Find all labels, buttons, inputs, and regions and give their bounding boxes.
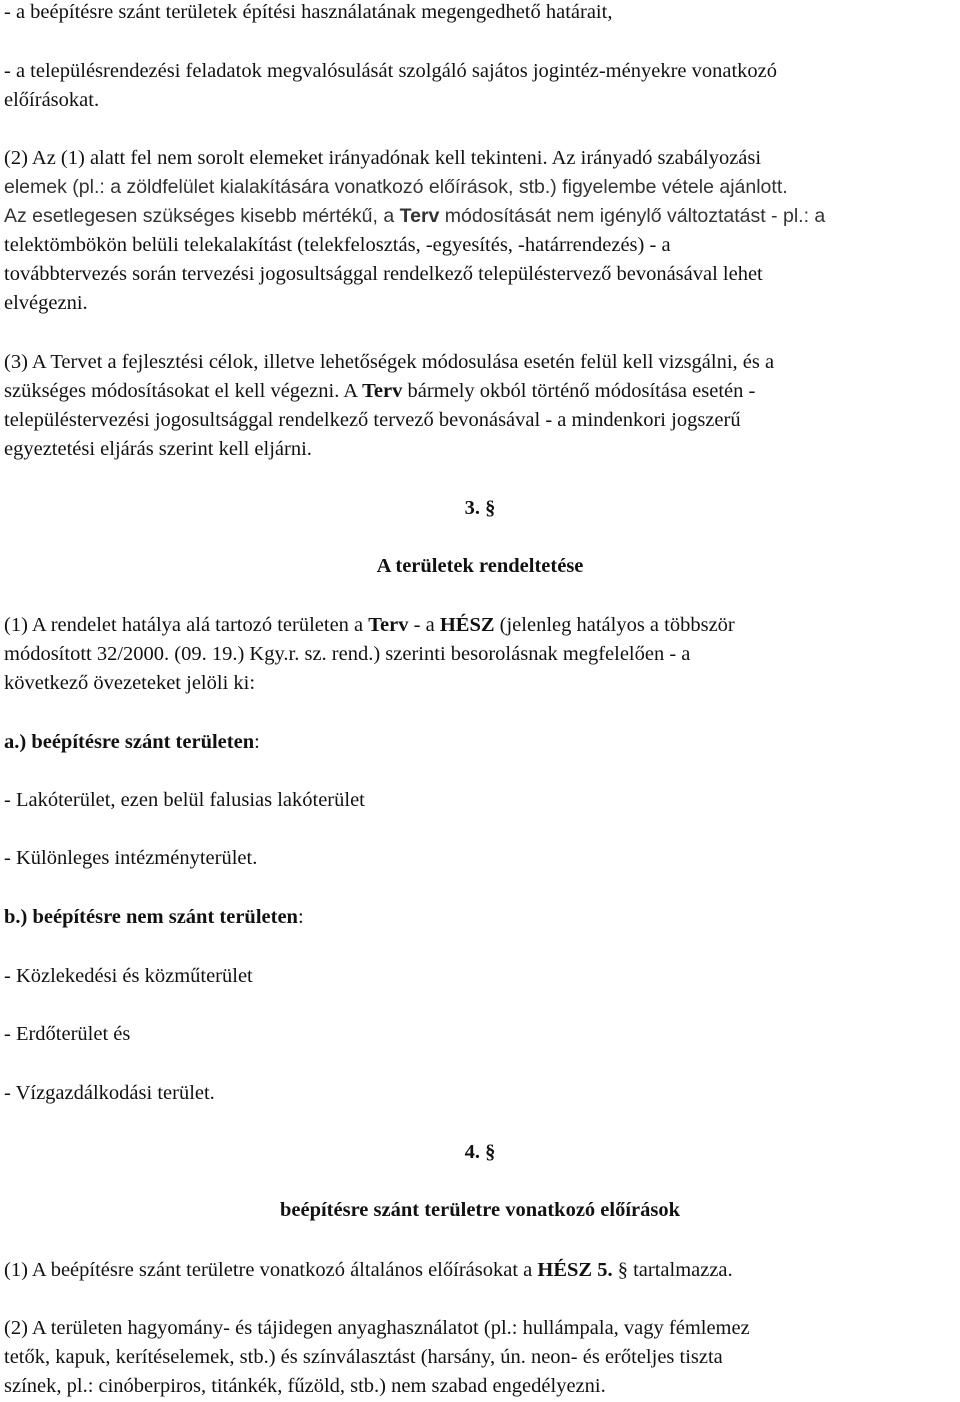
text-run: : bbox=[297, 906, 304, 928]
text-run: § tartalmazza. bbox=[612, 1259, 733, 1281]
text-run: (1) A beépítésre szánt területre vonatkozó általános előírásokat a bbox=[4, 1259, 538, 1281]
paragraph-line bbox=[4, 1256, 733, 1285]
paragraph-line: egyeztetési eljárás szerint kell eljárni. bbox=[4, 438, 312, 460]
text-run: bármely okból történő módosítása esetén - bbox=[402, 380, 756, 402]
paragraph-line: következő övezeteket jelöli ki: bbox=[4, 672, 256, 694]
emphasis-terv: Terv bbox=[368, 614, 409, 636]
paragraph-line: színek, pl.: cinóberpiros, titánkék, fűzöld, stb.) nem szabad engedélyezni. bbox=[4, 1375, 606, 1397]
list-item: - Közlekedési és közműterület bbox=[4, 965, 253, 987]
subheading-a bbox=[4, 728, 260, 757]
paragraph-line: elvégezni. bbox=[4, 292, 88, 314]
paragraph-line: elemek (pl.: a zöldfelület kialakítására vonatkozó előírások, stb.) figyelembe vétele ajánlott. bbox=[4, 176, 788, 198]
paragraph-line bbox=[4, 202, 825, 231]
paragraph-line: (3) A Tervet a fejlesztési célok, illetve lehetőségek módosulása esetén felül kell vizsgálni, és a bbox=[4, 351, 775, 373]
paragraph-line: módosított 32/2000. (09. 19.) Kgy.r. sz. rend.) szerinti besorolásnak megfelelően - a bbox=[4, 643, 691, 665]
list-item: - Különleges intézményterület. bbox=[4, 847, 258, 869]
list-item: - Lakóterület, ezen belül falusias lakóterület bbox=[4, 789, 365, 811]
text-run: módosítását nem igénylő változtatást - pl.: a bbox=[439, 205, 826, 227]
paragraph-line: tetők, kapuk, kerítéselemek, stb.) és színválasztást (harsány, ún. neon- és erőteljes tiszta bbox=[4, 1346, 723, 1368]
text-run: - a bbox=[408, 614, 440, 636]
list-item: - Vízgazdálkodási terület. bbox=[4, 1082, 215, 1104]
emphasis-hesz: HÉSZ 5. bbox=[537, 1259, 613, 1281]
subheading-text: b.) beépítésre nem szánt területen bbox=[4, 906, 298, 928]
subheading-b bbox=[4, 903, 304, 932]
text-run: (1) A rendelet hatálya alá tartozó területen a bbox=[4, 614, 369, 636]
text-run: (jelenleg hatályos a többször bbox=[494, 614, 735, 636]
paragraph-line: településtervezési jogosultsággal rendelkező tervező bevonásával - a mindenkori jogszerű bbox=[4, 409, 741, 431]
section-number-3: 3. § bbox=[464, 497, 496, 519]
paragraph-line: (2) A területen hagyomány- és tájidegen anyaghasználatot (pl.: hullámpala, vagy fémlemez bbox=[4, 1317, 750, 1339]
section-number-4: 4. § bbox=[464, 1141, 496, 1163]
emphasis-terv: Terv bbox=[399, 205, 440, 227]
section-title-4: beépítésre szánt területre vonatkozó előírások bbox=[279, 1199, 681, 1221]
paragraph-line: (2) Az (1) alatt fel nem sorolt elemeket irányadónak kell tekinteni. Az irányadó szabályozási bbox=[4, 147, 762, 169]
subheading-text: a.) beépítésre szánt területen bbox=[4, 731, 255, 753]
paragraph-line bbox=[4, 377, 755, 406]
paragraph-line: telektömbökön belüli telekalakítást (telekfelosztás, -egyesítés, -határrendezés) - a bbox=[4, 234, 671, 256]
emphasis-hesz: HÉSZ bbox=[439, 614, 495, 636]
text-run: szükséges módosításokat el kell végezni. A bbox=[4, 380, 363, 402]
list-item: - a településrendezési feladatok megvalósulását szolgáló sajátos jogintéz-ményekre vonatkozó bbox=[4, 60, 778, 82]
list-item-continuation: előírásokat. bbox=[4, 89, 100, 111]
list-item: - Erdőterület és bbox=[4, 1023, 131, 1045]
section-title-3: A területek rendeltetése bbox=[376, 555, 584, 577]
paragraph-line: továbbtervezés során tervezési jogosultsággal rendelkező településtervező bevonásával lehet bbox=[4, 263, 763, 285]
emphasis-terv: Terv bbox=[362, 380, 403, 402]
paragraph-line bbox=[4, 611, 735, 640]
list-item: - a beépítésre szánt területek építési használatának megengedhető határait, bbox=[4, 1, 613, 23]
text-run: Az esetlegesen szükséges kisebb mértékű, a bbox=[4, 205, 400, 227]
text-run: : bbox=[254, 731, 260, 753]
